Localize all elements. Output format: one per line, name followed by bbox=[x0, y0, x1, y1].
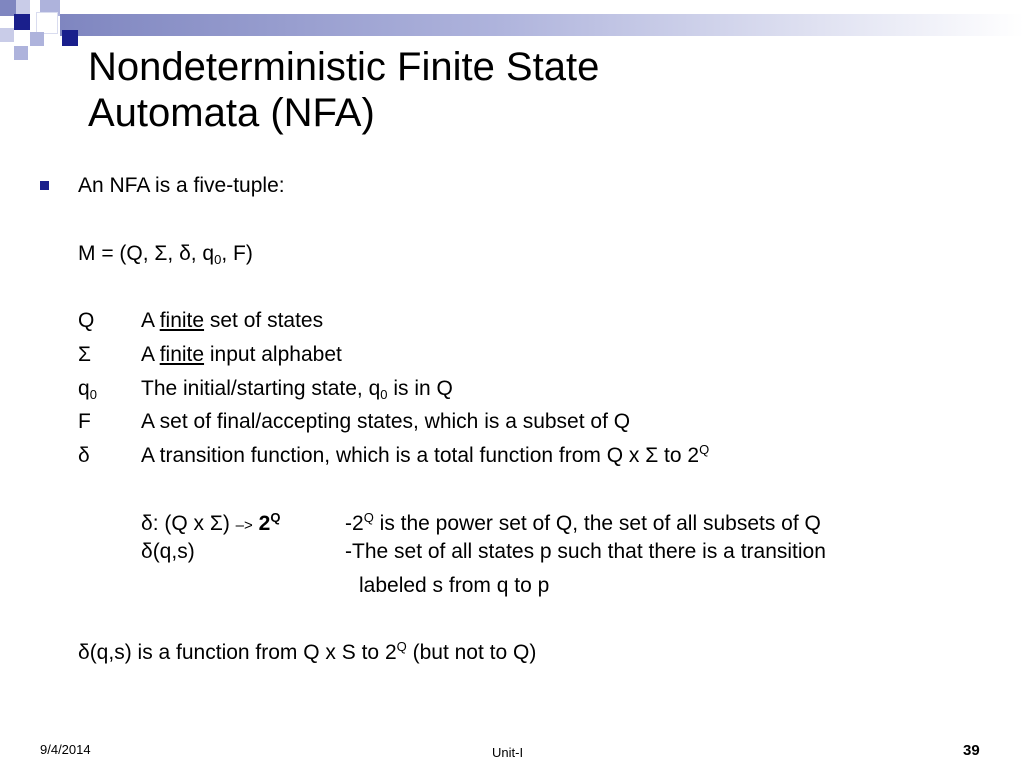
header-decor-square bbox=[0, 28, 14, 42]
summary-sup: Q bbox=[396, 639, 407, 654]
def-text-pre: A bbox=[141, 343, 160, 366]
def-text-underlined: finite bbox=[159, 343, 205, 366]
def-text-delta bbox=[141, 443, 709, 469]
header-decor-square bbox=[14, 14, 30, 30]
power-set-note bbox=[345, 511, 821, 537]
def-symbol-q0-base: q bbox=[78, 377, 90, 400]
def-text-underlined: finite bbox=[159, 309, 205, 332]
tuple-definition bbox=[78, 241, 253, 267]
slide-title bbox=[88, 44, 988, 136]
header-decor-square bbox=[36, 12, 58, 34]
note1-sup: Q bbox=[363, 510, 374, 525]
footer-unit: Unit-I bbox=[492, 745, 524, 760]
title-line-1: Nondeterministic Finite State bbox=[88, 45, 600, 89]
arrow-icon: –> bbox=[235, 517, 253, 534]
footer-page-number: 39 bbox=[963, 742, 980, 759]
transition-call: δ(q,s) bbox=[141, 540, 195, 563]
header-gradient-bar bbox=[60, 14, 1024, 36]
signature-pre: δ: (Q x Σ) bbox=[141, 512, 236, 535]
def-symbol-f: F bbox=[78, 410, 91, 433]
tuple-prefix: M = (Q, Σ, δ, q bbox=[78, 242, 215, 265]
signature-target: 2 bbox=[258, 512, 271, 535]
summary-pre: δ(q,s) is a function from Q x S to 2 bbox=[78, 641, 397, 664]
def-text-pre: The initial/starting state, q bbox=[141, 377, 381, 400]
def-symbol-q0 bbox=[78, 376, 97, 402]
def-symbol-q0-sub: 0 bbox=[89, 387, 97, 402]
def-text-q0 bbox=[141, 376, 453, 402]
header-decor-square bbox=[14, 46, 28, 60]
def-text-f: A set of final/accepting states, which is a subset of Q bbox=[141, 410, 631, 433]
title-line-2: Automata (NFA) bbox=[88, 91, 375, 135]
transition-note-line2: labeled s from q to p bbox=[359, 574, 550, 597]
footer-date: 9/4/2014 bbox=[40, 742, 91, 757]
transition-note-line1: -The set of all states p such that there is a transition bbox=[345, 540, 826, 563]
def-text-post: input alphabet bbox=[204, 343, 342, 366]
intro-text: An NFA is a five-tuple: bbox=[78, 174, 285, 197]
def-symbol-delta: δ bbox=[78, 444, 90, 467]
summary-text bbox=[78, 640, 536, 666]
def-symbol-sigma: Σ bbox=[78, 343, 91, 366]
def-text-pre: A bbox=[141, 309, 160, 332]
note1-pre: -2 bbox=[345, 512, 364, 535]
def-text-sub: 0 bbox=[380, 387, 388, 402]
transition-signature bbox=[141, 511, 280, 539]
def-text-q bbox=[141, 308, 323, 334]
header-decor-square bbox=[16, 0, 30, 14]
signature-target-sup: Q bbox=[270, 510, 281, 525]
def-symbol-q: Q bbox=[78, 309, 95, 332]
header-decor-square bbox=[30, 32, 44, 46]
bullet-square-icon bbox=[40, 181, 49, 190]
def-text-main: A transition function, which is a total function from Q x Σ to 2 bbox=[141, 444, 700, 467]
header-decor-square bbox=[62, 30, 78, 46]
tuple-subscript: 0 bbox=[214, 252, 222, 267]
def-text-post: is in Q bbox=[387, 377, 453, 400]
def-text-post: set of states bbox=[204, 309, 324, 332]
note1-post: is the power set of Q, the set of all subsets of Q bbox=[373, 512, 821, 535]
tuple-suffix: , F) bbox=[221, 242, 253, 265]
summary-post: (but not to Q) bbox=[406, 641, 537, 664]
def-text-sigma bbox=[141, 342, 342, 368]
def-text-sup: Q bbox=[699, 442, 710, 457]
